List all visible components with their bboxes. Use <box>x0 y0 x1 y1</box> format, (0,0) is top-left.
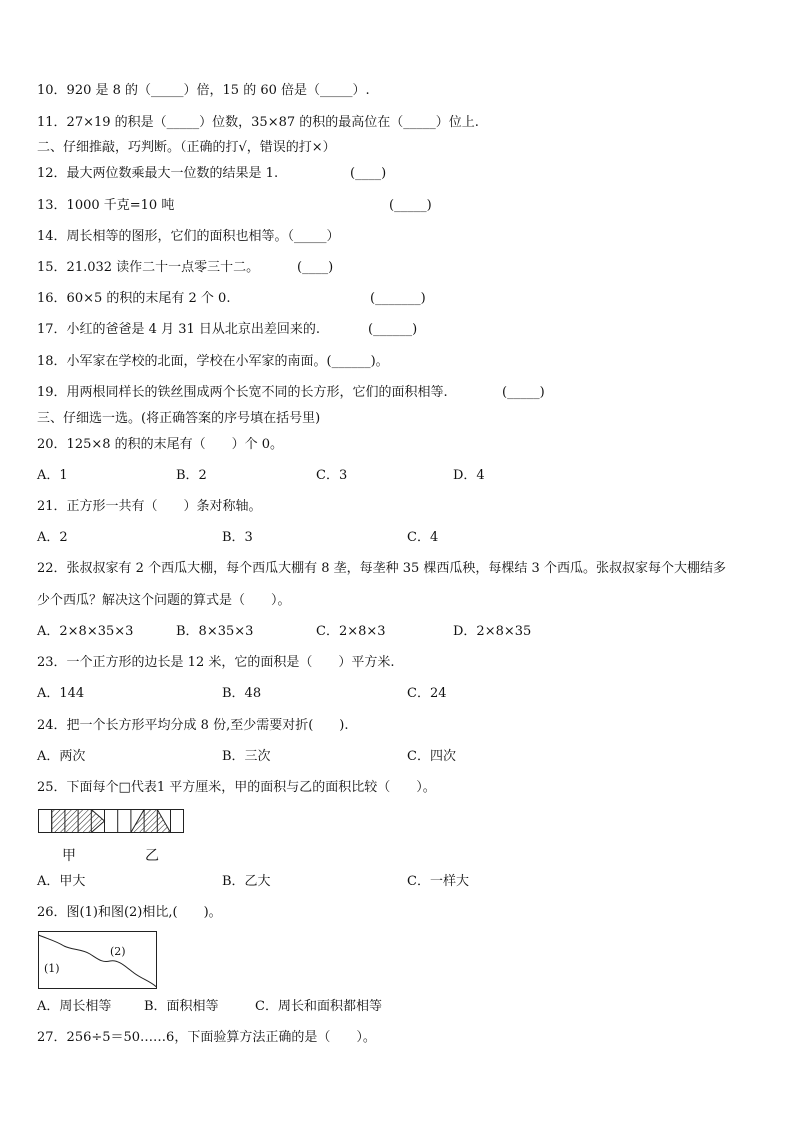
region-label-2: (2) <box>110 945 126 958</box>
section-3-heading: 三、仔细选一选。(将正确答案的序号填在括号里) <box>37 411 321 426</box>
grid-label-yi: 乙 <box>145 848 159 864</box>
q22-option-b[interactable]: B．8×35×3 <box>176 624 254 639</box>
q22-option-d[interactable]: D．2×8×35 <box>453 624 532 639</box>
q23-option-a[interactable]: A．144 <box>37 686 85 701</box>
question-12-blank: (____) <box>350 166 387 181</box>
q25-option-c[interactable]: C．一样大 <box>407 874 469 889</box>
question-17: 17．小红的爸爸是 4 月 31 日从北京出差回来的. <box>37 322 321 337</box>
question-10: 10．920 是 8 的（_____）倍，15 的 60 倍是（_____）. <box>37 83 370 98</box>
question-27: 27．256÷5＝50……6，下面验算方法正确的是（ ）。 <box>37 1030 376 1045</box>
q21-option-a[interactable]: A．2 <box>37 530 68 545</box>
q24-option-c[interactable]: C．四次 <box>407 749 456 764</box>
q20-option-a[interactable]: A．1 <box>37 468 68 483</box>
q25-option-a[interactable]: A．甲大 <box>37 874 86 889</box>
question-11: 11．27×19 的积是（_____）位数，35×87 的积的最高位在（_____）位上. <box>37 115 479 130</box>
question-26: 26．图(1)和图(2)相比,( )。 <box>37 905 222 920</box>
question-25: 25．下面每个□代表1 平方厘米，甲的面积与乙的面积比较（ ）。 <box>37 780 436 795</box>
q22-option-c[interactable]: C．2×8×3 <box>316 624 386 639</box>
q24-option-a[interactable]: A．两次 <box>37 749 86 764</box>
region-label-1: (1) <box>44 962 60 975</box>
q21-option-c[interactable]: C．4 <box>407 530 439 545</box>
question-22-line-2: 少个西瓜？解决这个问题的算式是（ ）。 <box>37 593 291 608</box>
question-13-blank: (_____) <box>389 198 432 213</box>
q24-option-b[interactable]: B．三次 <box>222 749 271 764</box>
q25-option-b[interactable]: B．乙大 <box>222 874 271 889</box>
q23-option-c[interactable]: C．24 <box>407 686 447 701</box>
q26-option-b[interactable]: B．面积相等 <box>144 999 219 1014</box>
question-16: 16．60×5 的积的末尾有 2 个 0. <box>37 291 231 306</box>
question-22-line-1: 22．张叔叔家有 2 个西瓜大棚，每个西瓜大棚有 8 垄，每垄种 35 棵西瓜秧，每棵结 3 个西瓜。张叔叔家每个大棚结多 <box>37 561 726 576</box>
question-15: 15．21.032 读作二十一点零三十二。 <box>37 260 260 275</box>
question-20: 20．125×8 的积的末尾有（ ）个 0。 <box>37 437 284 452</box>
q26-option-a[interactable]: A．周长相等 <box>37 999 112 1014</box>
question-24: 24．把一个长方形平均分成 8 份,至少需要对折( ). <box>37 718 349 733</box>
question-12: 12．最大两位数乘最大一位数的结果是 1. <box>37 166 279 181</box>
q20-option-c[interactable]: C．3 <box>316 468 348 483</box>
q21-option-b[interactable]: B．3 <box>222 530 253 545</box>
q22-option-a[interactable]: A．2×8×35×3 <box>37 624 134 639</box>
question-23: 23．一个正方形的边长是 12 米，它的面积是（ ）平方米. <box>37 655 395 670</box>
question-13: 13．1000 千克=10 吨 <box>37 198 175 213</box>
question-18: 18．小军家在学校的北面，学校在小军家的南面。(______)。 <box>37 354 389 369</box>
q20-option-d[interactable]: D．4 <box>453 468 485 483</box>
q26-option-c[interactable]: C．周长和面积都相等 <box>255 999 382 1014</box>
q23-option-b[interactable]: B．48 <box>222 686 262 701</box>
question-19-blank: (_____) <box>502 385 545 400</box>
question-17-blank: (______) <box>368 322 418 337</box>
question-15-blank: (____) <box>297 260 334 275</box>
question-19: 19．用两根同样长的铁丝围成两个长宽不同的长方形，它们的面积相等. <box>37 385 448 400</box>
grid-label-jia: 甲 <box>62 848 76 864</box>
section-2-heading: 二、仔细推敲，巧判断。（正确的打√，错误的打×） <box>37 140 336 155</box>
question-14: 14．周长相等的图形，它们的面积也相等。（_____） <box>37 229 340 244</box>
question-16-blank: (_______) <box>370 291 426 306</box>
question-21: 21．正方形一共有（ ）条对称轴。 <box>37 499 262 514</box>
q20-option-b[interactable]: B．2 <box>176 468 207 483</box>
area-grid-figure <box>38 809 188 835</box>
